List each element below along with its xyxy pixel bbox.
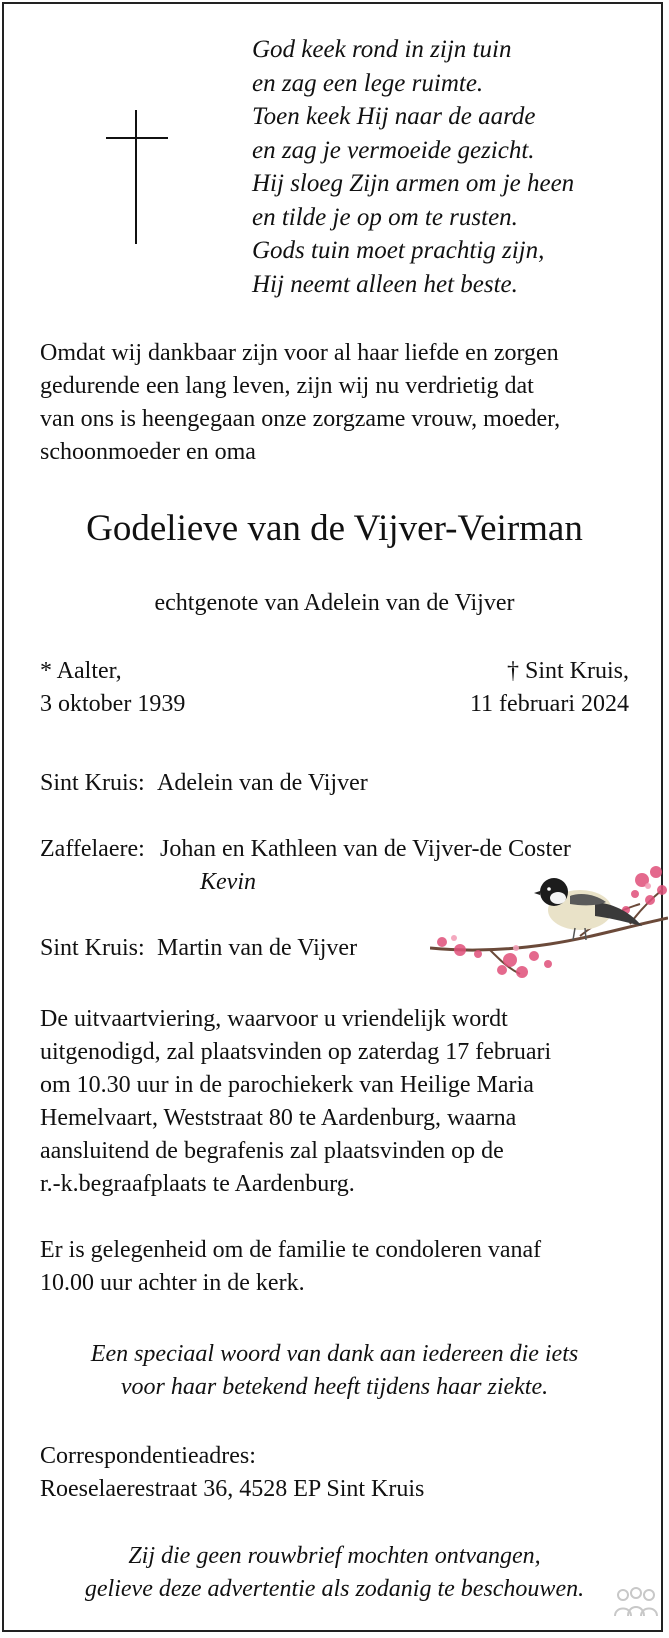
ceremony-paragraph xyxy=(40,1003,551,1201)
death-info xyxy=(470,655,629,721)
poem-line: en tilde je op om te rusten. xyxy=(252,203,518,231)
family-names-2: Johan en Kathleen van de Vijver-de Coster xyxy=(160,836,571,862)
poem-line: God keek rond in zijn tuin xyxy=(252,36,512,63)
family-place-2: Zaffelaere: xyxy=(40,836,145,862)
family-place-1: Sint Kruis: xyxy=(40,770,145,796)
poem-line: Toen keek Hij naar de aarde xyxy=(252,103,536,130)
family-child-2: Kevin xyxy=(200,869,256,895)
family-names-1: Adelein van de Vijver xyxy=(157,770,368,796)
family-names-3: Martin van de Vijver xyxy=(157,935,358,961)
intro-paragraph xyxy=(40,337,560,469)
bird-on-blossom-branch-icon xyxy=(430,860,668,980)
poem-line: en zag je vermoeide gezicht. xyxy=(252,136,535,164)
intro-line: Omdat wij dankbaar zijn voor al haar liefde en zorgen xyxy=(40,340,559,366)
birth-place: * Aalter, xyxy=(40,658,122,684)
condolence-line: Er is gelegenheid om de familie te condoleren vanaf xyxy=(40,1237,542,1263)
thanks-line: voor haar betekend heeft tijdens haar ziekte. xyxy=(120,1374,549,1400)
condolence-paragraph xyxy=(40,1234,541,1300)
family-place-3: Sint Kruis: xyxy=(40,935,145,961)
death-date: 11 februari 2024 xyxy=(469,691,629,717)
intro-line: schoonmoeder en oma xyxy=(40,439,256,465)
birth-date: 3 oktober 1939 xyxy=(40,691,186,717)
thanks-paragraph xyxy=(0,1338,669,1404)
condolence-line: 10.00 uur achter in de kerk. xyxy=(40,1270,305,1296)
footer-paragraph xyxy=(0,1540,669,1606)
footer-line: gelieve deze advertentie als zodanig te beschouwen. xyxy=(84,1576,585,1602)
ceremony-line: r.-k.begraafplaats te Aardenburg. xyxy=(40,1171,355,1197)
correspondence xyxy=(40,1440,424,1506)
death-place: † Sint Kruis, xyxy=(506,658,629,684)
poem-line: Gods tuin moet prachtig zijn, xyxy=(252,237,545,264)
poem-line: Hij sloeg Zijn armen om je heen xyxy=(252,170,575,197)
ceremony-line: aansluitend de begrafenis zal plaatsvinden op de xyxy=(40,1138,504,1164)
intro-line: van ons is heengegaan onze zorgzame vrouw, moeder, xyxy=(40,406,561,432)
poem xyxy=(252,33,574,301)
ceremony-line: Hemelvaart, Weststraat 80 te Aardenburg, waarna xyxy=(40,1105,517,1131)
spouse-line: echtgenote van Adelein van de Vijver xyxy=(154,590,515,616)
correspondence-label: Correspondentieadres: xyxy=(40,1443,256,1469)
footer-line: Zij die geen rouwbrief mochten ontvangen, xyxy=(128,1543,541,1569)
poem-line: Hij neemt alleen het beste. xyxy=(252,270,518,298)
correspondence-address: Roeselaerestraat 36, 4528 EP Sint Kruis xyxy=(40,1476,425,1502)
ceremony-line: om 10.30 uur in de parochiekerk van Heilige Maria xyxy=(40,1072,534,1098)
intro-line: gedurende een lang leven, zijn wij nu verdrietig dat xyxy=(40,373,534,399)
poem-line: en zag een lege ruimte. xyxy=(252,69,484,97)
thanks-line: Een speciaal woord van dank aan iedereen die iets xyxy=(90,1341,579,1367)
deceased-name: Godelieve van de Vijver-Veirman xyxy=(86,508,583,549)
ceremony-line: uitgenodigd, zal plaatsvinden op zaterdag 17 februari xyxy=(40,1039,552,1065)
birth-info xyxy=(40,655,185,721)
people-watermark-icon xyxy=(611,1586,661,1618)
ceremony-line: De uitvaartviering, waarvoor u vriendelijk wordt xyxy=(40,1006,508,1032)
